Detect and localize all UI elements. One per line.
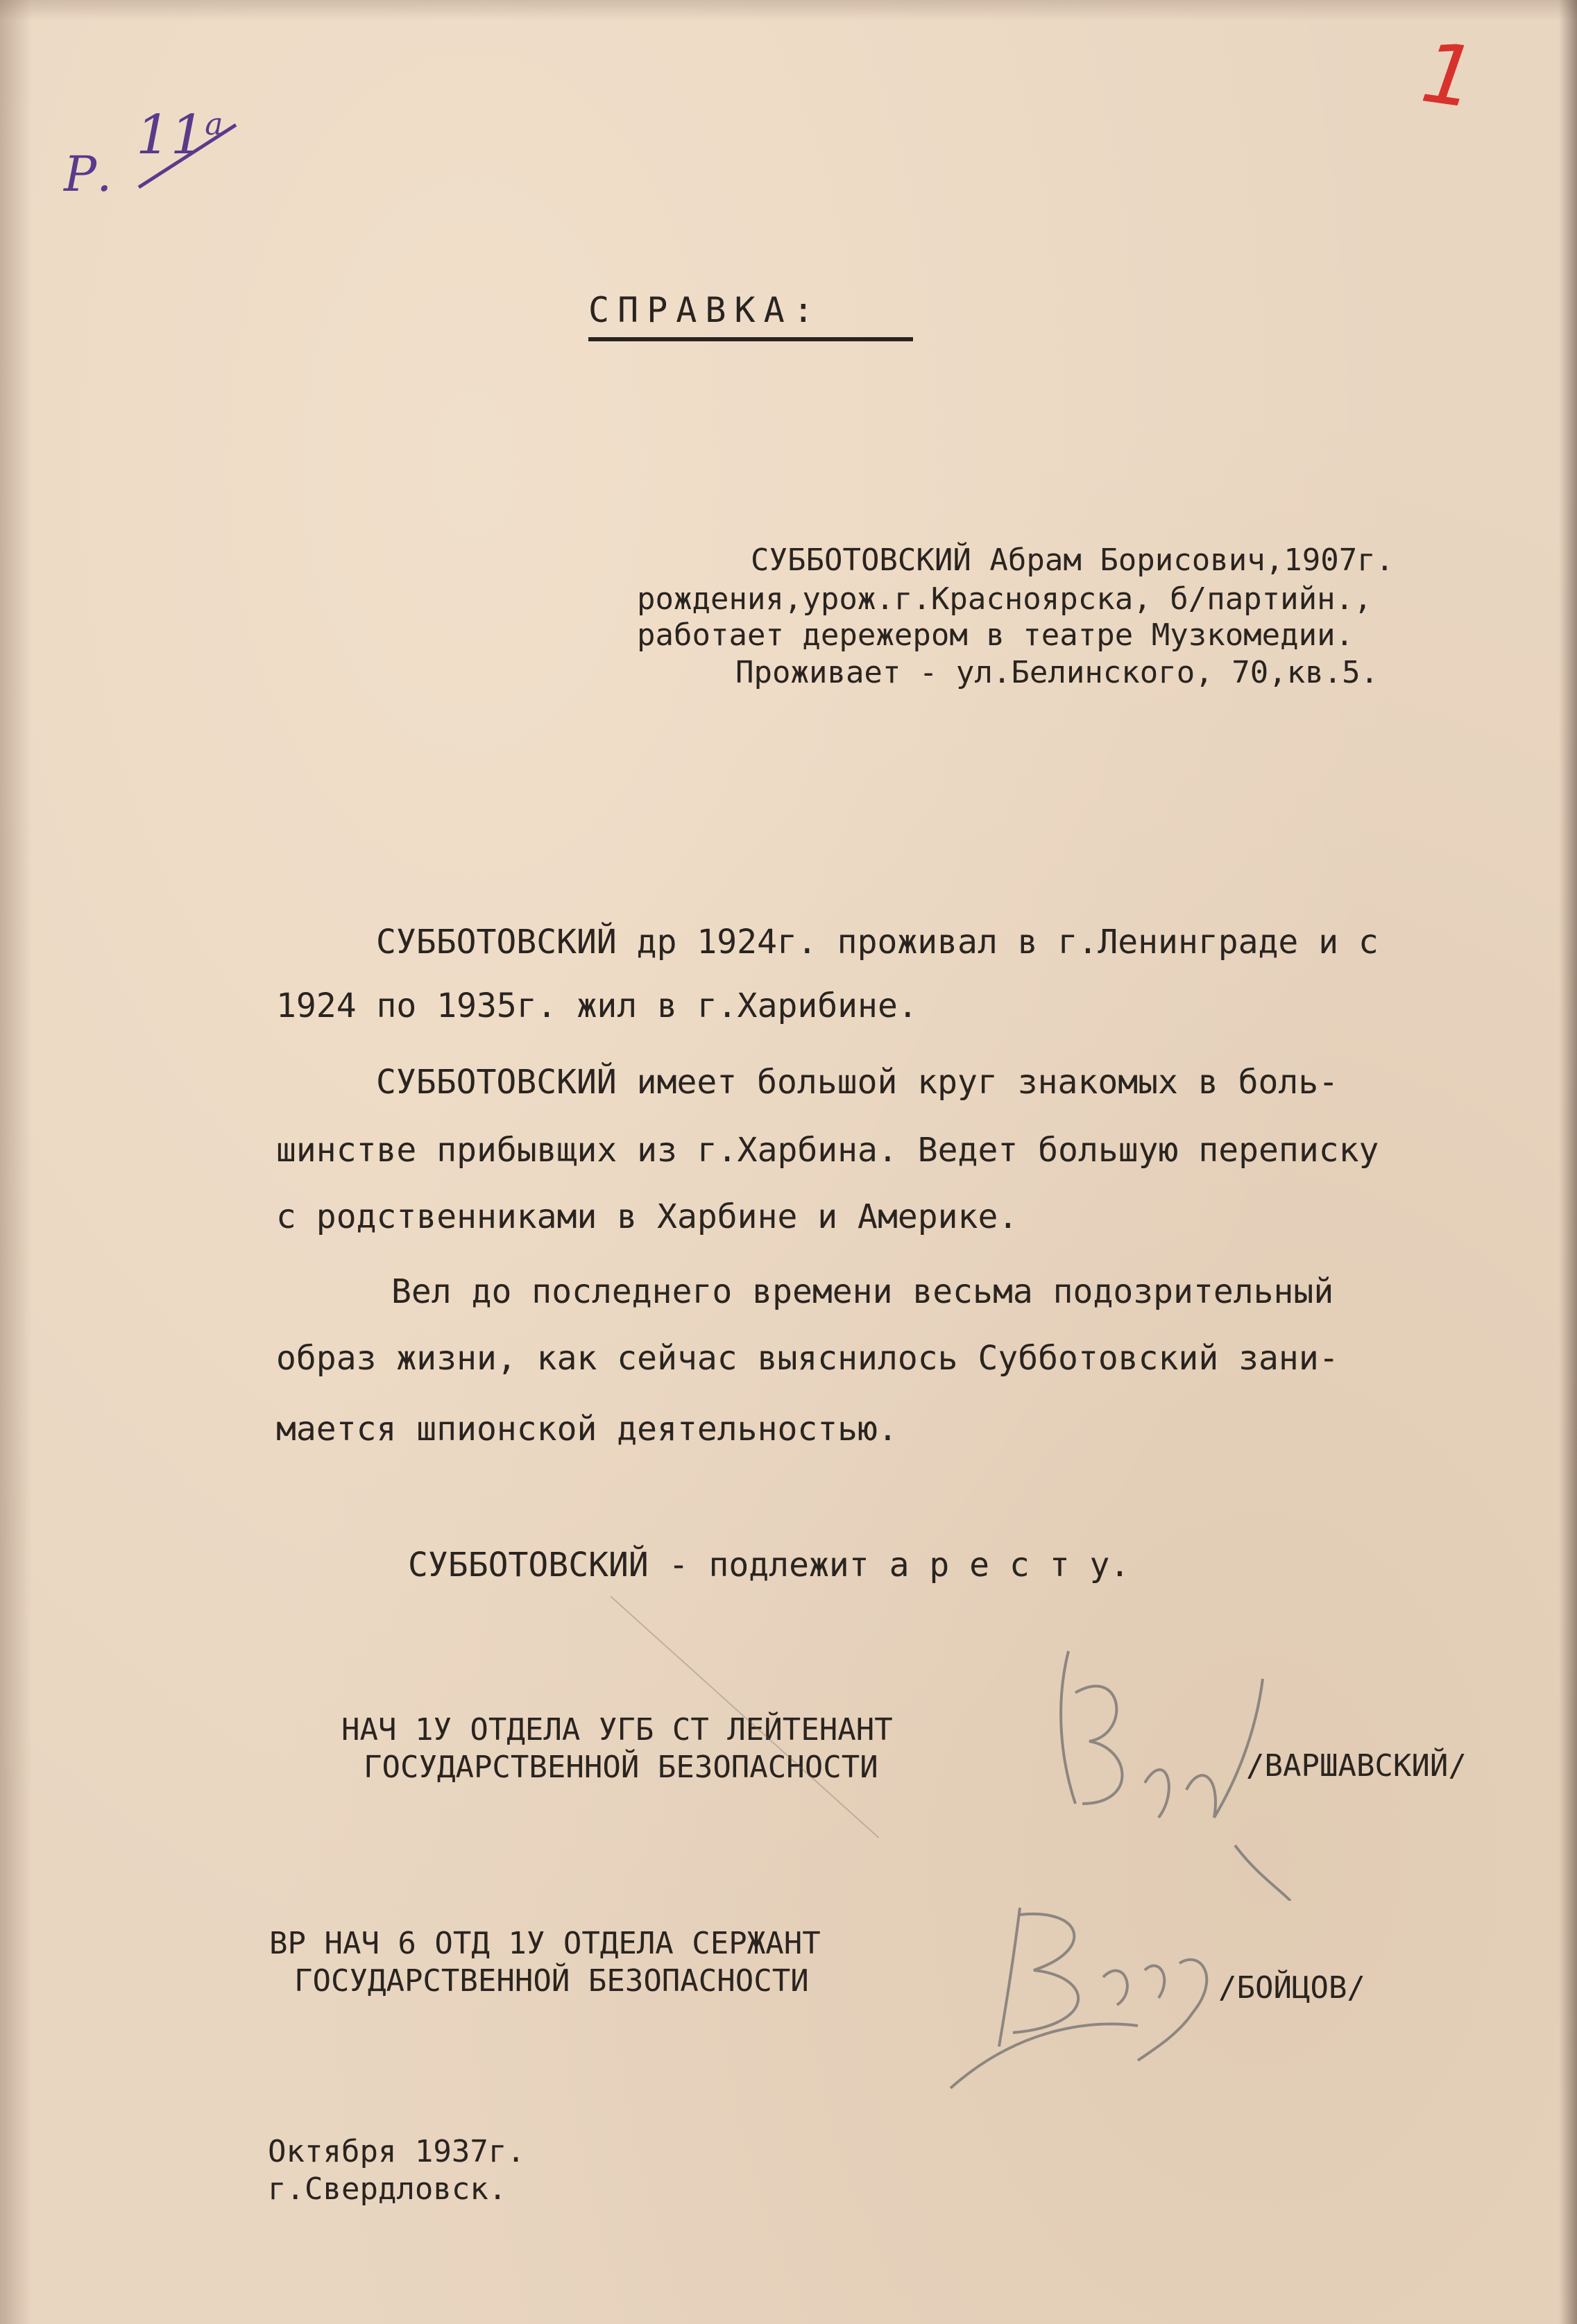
subject-line: рождения,урож.г.Красноярска, б/партийн., (637, 581, 1372, 617)
page-top-shadow (0, 0, 1577, 21)
page-edge-shadow (0, 0, 32, 2324)
signatory-2-title: ВР НАЧ 6 ОТД 1У ОТДЕЛА СЕРЖАНТ (269, 1926, 821, 1961)
signatory-1-title: НАЧ 1У ОТДЕЛА УГБ СТ ЛЕЙТЕНАНТ (341, 1712, 893, 1748)
signatory-1-name: /ВАРШАВСКИЙ/ (1246, 1748, 1467, 1784)
body-line: СУББОТОВСКИЙ др 1924г. проживал в г.Ленинграде и с (376, 923, 1379, 962)
body-line: Вел до последнего времени весьма подозрительный (391, 1272, 1334, 1311)
subject-line: Проживает - ул.Белинского, 70,кв.5. (735, 655, 1379, 690)
corner-note-superscript: a (205, 107, 223, 142)
letter-mark: Р. (64, 146, 112, 203)
body-line: мается шпионской деятельностью. (276, 1410, 898, 1449)
arrest-conclusion: СУББОТОВСКИЙ - подлежит а р е с т у. (408, 1546, 1130, 1584)
signatory-1-agency: ГОСУДАРСТВЕННОЙ БЕЗОПАСНОСТИ (364, 1750, 878, 1785)
signature-2-handwriting-icon (930, 1894, 1249, 2102)
page-right-edge (1559, 0, 1577, 2324)
subject-line: СУББОТОВСКИЙ Абрам Борисович,1907г. (751, 542, 1395, 578)
corner-note-number: 11 (136, 104, 205, 166)
body-line: СУББОТОВСКИЙ имеет большой круг знакомых в боль- (376, 1063, 1339, 1102)
document-title: СПРАВКА: (588, 290, 822, 330)
body-line: шинстве прибывщих из г.Харбина. Ведет большую переписку (276, 1131, 1379, 1170)
subject-line: работает дережером в театре Музкомедии. (637, 617, 1354, 653)
body-line: образ жизни, как сейчас выяснилось Субботовский зани- (276, 1339, 1339, 1378)
signatory-2-name: /БОЙЦОВ/ (1218, 1970, 1365, 2006)
document-place: г.Свердловск. (268, 2171, 507, 2207)
body-line: 1924 по 1935г. жил в г.Харибине. (276, 986, 918, 1025)
signature-1-handwriting-icon (1027, 1609, 1318, 1901)
document-date: Октября 1937г. (268, 2134, 525, 2169)
body-line: с родственниками в Харбине и Америке. (276, 1197, 1018, 1236)
page-number: 1 (1415, 24, 1482, 128)
signatory-2-agency: ГОСУДАРСТВЕННОЙ БЕЗОПАСНОСТИ (294, 1963, 809, 1999)
title-underline (588, 337, 913, 341)
corner-note-stroke-icon (132, 111, 243, 194)
